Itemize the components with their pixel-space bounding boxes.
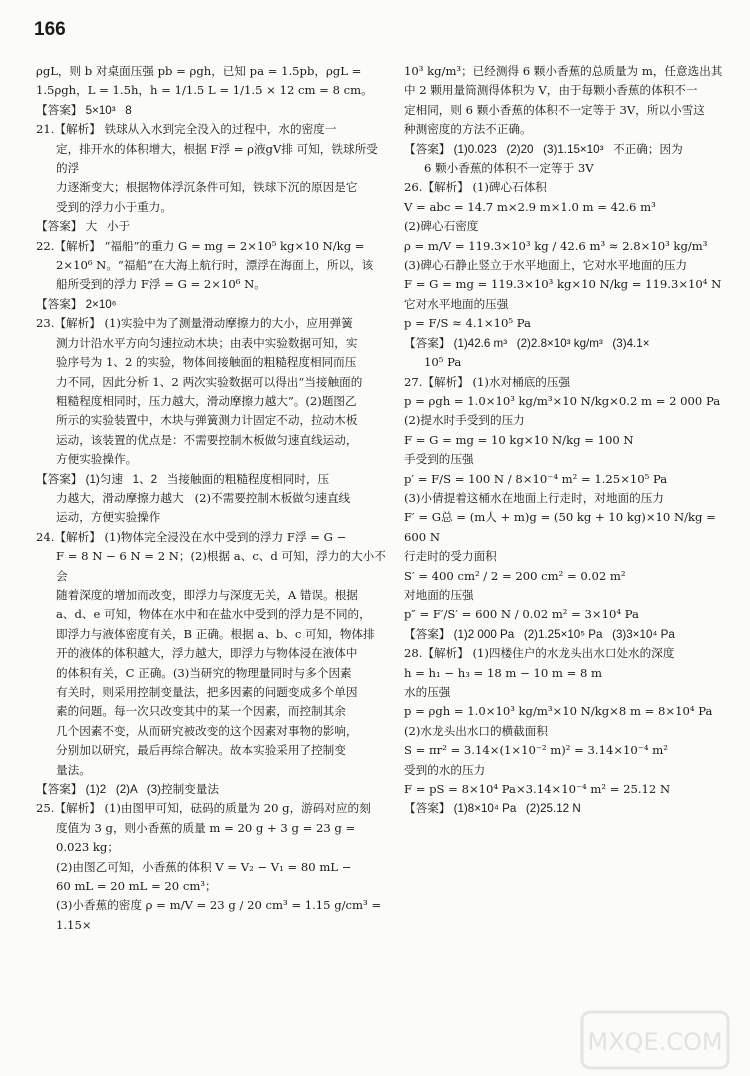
right-text-line: p′ = F/S = 100 N / 8×10⁻⁴ m² = 1.25×10⁵ Pa: [404, 471, 668, 486]
right-text-line: 10³ kg/m³；已经测得 6 颗小香蕉的总质量为 m，任意选出其: [404, 64, 723, 78]
right-text-line: 【答案】 (1)42.6 m³ (2)2.8×10³ kg/m³ (3)4.1×: [404, 336, 650, 350]
left-text-line: 船所受到的浮力 F浮 = G = 2×10⁶ N。: [56, 277, 266, 292]
left-column: [36, 62, 388, 935]
left-text-line: 所示的实验装置中，木块与弹簧测力计固定不动，拉动木板: [56, 413, 358, 428]
left-text-line: 2×10⁶ N。“福船”在大海上航行时，漂浮在海面上，所以，该: [56, 258, 374, 273]
right-text-line: 中 2 颗用量筒测得体积为 V，由于每颗小香蕉的体积不一: [404, 83, 698, 98]
left-text-line: 23.【解析】 (1)实验中为了测量滑动摩擦力的大小，应用弹簧: [36, 316, 353, 331]
right-text-line: F′ = G总 = (m人 + m)g = (50 kg + 10 kg)×10 N/kg = 600 N: [404, 510, 720, 544]
right-text-line: 【答案】 (1)8×10⁴ Pa (2)25.12 N: [404, 802, 581, 816]
left-text-line: 21.【解析】 铁球从入水到完全没入的过程中，水的密度一: [36, 122, 337, 137]
right-text-line: (2)提水时手受到的压力: [404, 413, 525, 428]
right-text-line: 10⁵ Pa: [424, 355, 462, 370]
right-text-line: p = ρgh = 1.0×10³ kg/m³×10 N/kg×8 m = 8×10⁴ Pa: [404, 704, 713, 719]
left-text-line: 验序号为 1、2 的实验，物体间接触面的粗糙程度相同而压: [56, 355, 357, 370]
left-text-line: 力逐渐变大；根据物体浮沉条件可知，铁球下沉的原因是它: [56, 180, 358, 195]
left-text-line: 【答案】 (1)匀速 1、2 当接触面的粗糙程度相同时，压: [36, 472, 330, 486]
right-text-line: F = pS = 8×10⁴ Pa×3.14×10⁻⁴ m² = 25.12 N: [404, 782, 671, 797]
left-text-line: 定，排开水的体积增大，根据 F浮 = ρ液gV排 可知，铁球所受的浮: [56, 141, 378, 176]
left-text-line: ρgL，则 b 对桌面压强 pb = ρgh，已知 pa = 1.5pb，ρgL =: [36, 64, 362, 78]
right-text-line: V = abc = 14.7 m×2.9 m×1.0 m = 42.6 m³: [404, 199, 656, 214]
left-text-line: 运动，该装置的优点是：不需要控制木板做匀速直线运动，: [56, 432, 358, 447]
left-text-line: 即浮力与液体密度有关，B 正确。根据 a、b、c 可知，物体排: [56, 626, 375, 641]
left-text-line: 测力计沿水平方向匀速拉动木块；由表中实验数据可知，实: [56, 335, 358, 350]
right-text-line: ρ = m/V = 119.3×10³ kg / 42.6 m³ ≈ 2.8×10³ kg/m³: [404, 238, 708, 253]
right-text-line: 种测密度的方法不正确。: [404, 122, 532, 137]
right-text-line: 水的压强: [404, 685, 451, 699]
left-text-line: a、d、e 可知，物体在水中和在盐水中受到的浮力是不同的，: [56, 607, 371, 622]
left-text-line: 运动，方便实验操作: [56, 510, 161, 525]
left-text-line: 25.【解析】 (1)由图甲可知，砝码的质量为 20 g，游码对应的刻: [36, 801, 371, 816]
right-text-line: S′ = 400 cm² / 2 = 200 cm² = 0.02 m²: [404, 568, 626, 583]
right-text-line: 6 颗小香蕉的体积不一定等于 3V: [424, 161, 594, 176]
left-text-line: 开的液体的体积越大，浮力越大，即浮力与物体浸在液体中: [56, 646, 358, 661]
left-text-line: 粗糙程度相同时，压力越大，滑动摩擦力越大”。(2)题图乙: [56, 393, 357, 408]
left-text-line: 【答案】 (1)2 (2)A (3)控制变量法: [36, 783, 219, 797]
right-text-line: 定相同，则 6 颗小香蕉的体积不一定等于 3V，所以小雪这: [404, 102, 705, 117]
right-text-line: (3)小倩提着这桶水在地面上行走时，对地面的压力: [404, 490, 664, 505]
right-text-line: (3)碑心石静止竖立于水平地面上，它对水平地面的压力: [404, 258, 688, 273]
left-text-line: 24.【解析】 (1)物体完全浸没在水中受到的浮力 F浮 = G −: [36, 529, 347, 544]
left-text-line: 分别加以研究，最后再综合解决。故本实验采用了控制变: [56, 743, 346, 758]
left-text-line: 方便实验操作。: [56, 452, 138, 467]
left-text-line: 力越大，滑动摩擦力越大 (2)不需要控制木板做匀速直线: [56, 490, 351, 505]
watermark-logo: [580, 1010, 730, 1070]
right-text-line: 手受到的压强: [404, 452, 474, 467]
right-text-line: h = h₁ − h₃ = 18 m − 10 m = 8 m: [404, 665, 603, 680]
left-text-line: 的体积有关，C 正确。(3)当研究的物理量同时与多个因素: [56, 665, 352, 680]
left-text-line: 几个因素不变，从而研究被改变的这个因素对事物的影响，: [56, 723, 358, 738]
left-text-line: 受到的浮力小于重力。: [56, 199, 172, 214]
right-text-line: 28.【解析】 (1)四楼住户的水龙头出水口处水的深度: [404, 646, 675, 661]
left-text-line: 【答案】 2×10⁶: [36, 297, 117, 311]
left-text-line: 力不同，因此分析 1、2 两次实验数据可以得出“当接触面的: [56, 374, 363, 389]
right-text-line: 对地面的压强: [404, 587, 474, 602]
svg-text:MXQE.COM: MXQE.COM: [587, 1028, 723, 1056]
right-text-line: F = G = mg = 119.3×10³ kg×10 N/kg = 119.3×10⁴ N: [404, 277, 722, 292]
right-text-line: (2)碑心石密度: [404, 219, 479, 234]
left-text-line: 1.5ρgh，L = 1.5h，h = 1/1.5 L = 1/1.5 × 12 cm = 8 cm。: [36, 83, 373, 98]
right-text-line: p = F/S ≈ 4.1×10⁵ Pa: [404, 316, 531, 331]
left-text-line: 有关时，则采用控制变量法，把多因素的问题变成多个单因: [56, 685, 358, 699]
right-text-line: p = ρgh = 1.0×10³ kg/m³×10 N/kg×0.2 m = 2 000 Pa: [404, 393, 721, 408]
right-text-line: 【答案】 (1)0.023 (2)20 (3)1.15×10³ 不正确；因为: [404, 142, 683, 156]
page-number: 166: [34, 19, 66, 40]
right-text-line: 受到的水的压力: [404, 762, 486, 777]
right-text-line: 【答案】 (1)2 000 Pa (2)1.25×10⁵ Pa (3)3×10⁴ Pa: [404, 627, 675, 641]
left-text-line: 【答案】 大 小于: [36, 220, 131, 234]
left-text-line: 随着深度的增加而改变，即浮力与深度无关，A 错误。根据: [56, 587, 358, 602]
left-text-line: 素的问题。每一次只改变其中的某一个因素，而控制其余: [56, 704, 346, 719]
right-text-line: p″ = F′/S′ = 600 N / 0.02 m² = 3×10⁴ Pa: [404, 607, 639, 622]
right-column: [404, 62, 726, 819]
right-text-line: S = πr² = 3.14×(1×10⁻² m)² = 3.14×10⁻⁴ m²: [404, 743, 668, 758]
left-text-line: 60 mL = 20 mL = 20 cm³；: [56, 879, 217, 894]
right-text-line: (2)水龙头出水口的横截面积: [404, 723, 548, 738]
right-text-line: 27.【解析】 (1)水对桶底的压强: [404, 374, 571, 389]
left-text-line: (2)由图乙可知，小香蕉的体积 V = V₂ − V₁ = 80 mL −: [56, 859, 352, 874]
left-text-line: 【答案】 5×10³ 8: [36, 103, 132, 117]
right-text-line: 行走时的受力面积: [404, 549, 497, 564]
left-text-line: 量法。: [56, 762, 91, 777]
left-text-line: 22.【解析】 “福船”的重力 G = mg = 2×10⁵ kg×10 N/kg =: [36, 238, 365, 253]
left-text-line: (3)小香蕉的密度 ρ = m/V = 23 g / 20 cm³ = 1.15 g/cm³ = 1.15×: [56, 898, 385, 932]
right-text-line: F = G = mg = 10 kg×10 N/kg = 100 N: [404, 432, 634, 447]
left-text-line: F = 8 N − 6 N = 2 N；(2)根据 a、c、d 可知，浮力的大小不会: [56, 549, 386, 583]
right-text-line: 它对水平地面的压强: [404, 296, 509, 311]
right-text-line: 26.【解析】 (1)碑心石体积: [404, 180, 547, 195]
left-text-line: 度值为 3 g，则小香蕉的质量 m = 20 g + 3 g = 23 g = 0.023 kg；: [56, 820, 359, 855]
